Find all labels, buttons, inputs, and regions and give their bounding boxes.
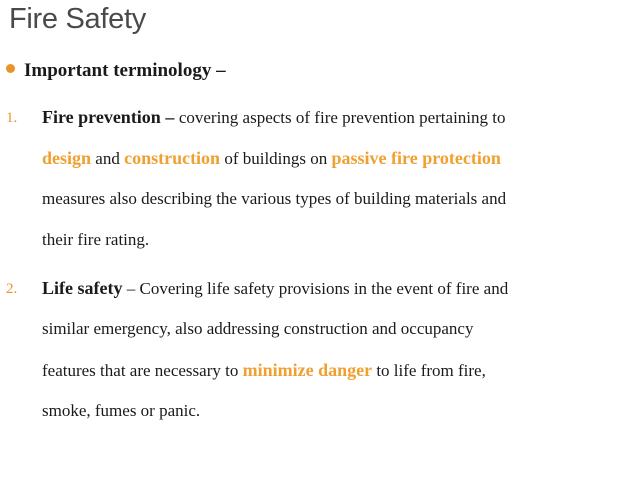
bullet-heading-text: Important terminology –	[24, 60, 226, 81]
text-segment: to life from fire,	[372, 361, 486, 380]
item-number-2: 2.	[6, 281, 18, 297]
bullet-dot-icon	[6, 64, 15, 73]
text-segment: – Covering life safety provisions in the event of fire and	[122, 279, 509, 298]
text-segment: measures also describing the various types of building materials and	[42, 189, 507, 208]
term-fire-prevention: Fire prevention –	[42, 107, 179, 127]
item-number-1: 1.	[6, 110, 18, 126]
item-1-line-3	[42, 188, 506, 210]
text-segment: of buildings on	[220, 149, 332, 168]
text-segment: their fire rating.	[42, 230, 150, 249]
highlight-design: design	[42, 148, 92, 168]
text-segment: and	[91, 149, 125, 168]
term-life-safety: Life safety	[42, 278, 123, 298]
item-1-line-4	[42, 229, 149, 251]
item-1-line-2	[42, 147, 501, 170]
highlight-passive-fire-protection: passive fire protection	[331, 148, 501, 168]
text-segment: covering aspects of fire prevention pertaining to	[178, 108, 506, 127]
text-segment: similar emergency, also addressing construction and occupancy	[42, 319, 474, 338]
highlight-construction: construction	[124, 148, 221, 168]
item-2-line-1	[42, 277, 508, 300]
item-2-line-2	[42, 318, 473, 340]
bullet-heading	[6, 58, 226, 84]
item-1-line-1	[42, 106, 506, 129]
item-2-line-4	[42, 400, 200, 422]
item-2-line-3	[42, 359, 486, 382]
slide-title: Fire Safety	[9, 3, 146, 35]
highlight-minimize-danger: minimize danger	[242, 360, 373, 380]
text-segment: features that are necessary to	[42, 361, 243, 380]
text-segment: smoke, fumes or panic.	[42, 401, 201, 420]
